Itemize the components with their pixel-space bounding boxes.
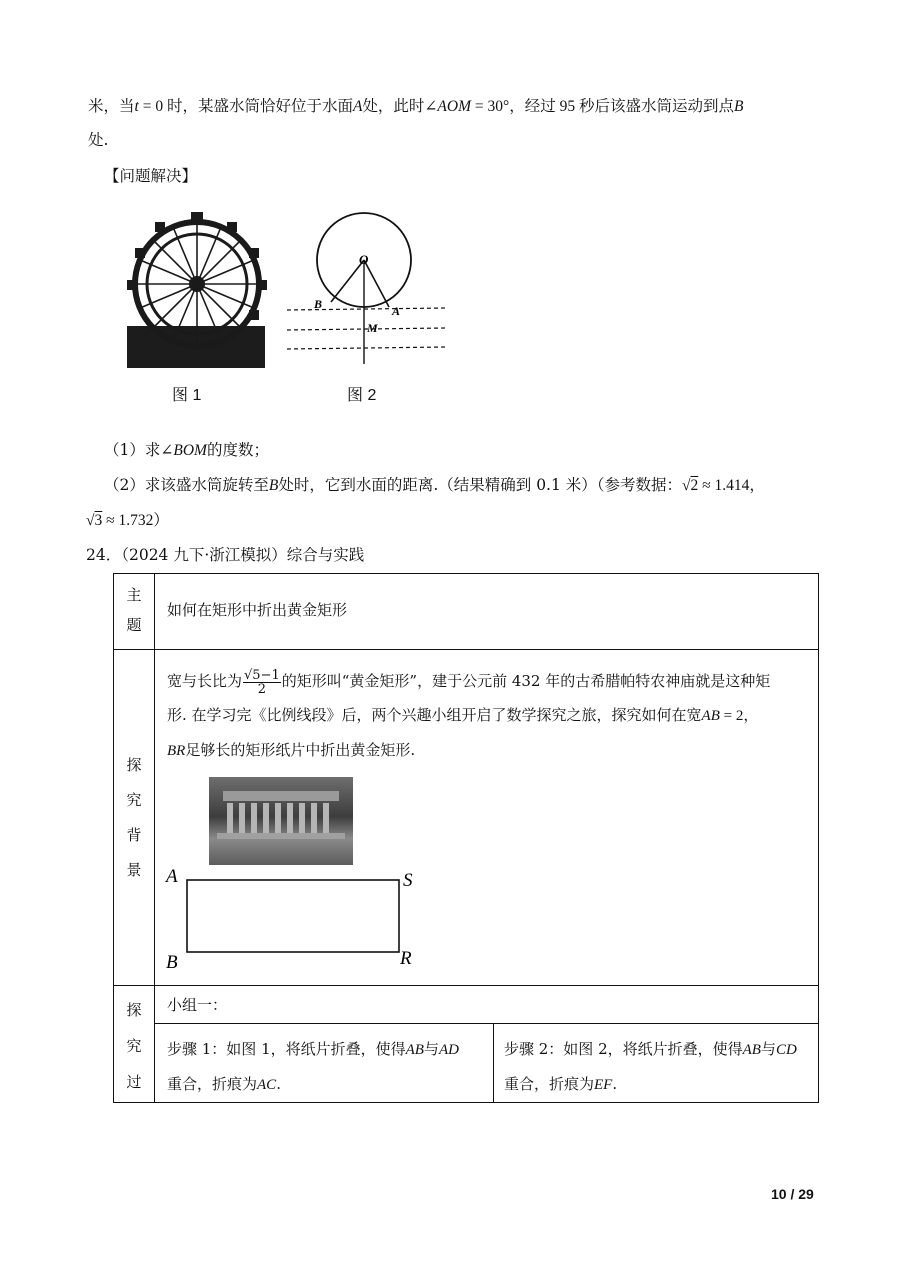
label-B: B xyxy=(314,297,323,311)
rect-label-B: B xyxy=(166,952,178,973)
background-cell: 宽与长比为 $\frac{√5-1}{2}$ 的矩形叫“黄金矩形”，建于公元前 432 年的古希腊帕特农神庙就是这种矩 形. 在学习完《比例线段》后，两个兴趣小组开启了数学探究之旅，探究如何在宽AB = 2， BR足够长的矩形纸片中折出黄金矩形. xyxy=(155,650,819,986)
intro-line-1: 米，当t = 0 时，某盛水筒恰好位于水面A处，此时∠AOM = 30°，经过 95 秒后该盛水筒运动到点B xyxy=(88,97,744,115)
step-1-cell: 步骤 1：如图 1，将纸片折叠，使得AB与AD 重合，折痕为AC. xyxy=(155,1024,494,1103)
figure-2-caption: 图 2 xyxy=(347,387,377,404)
rect-label-R: R xyxy=(400,948,412,969)
question-2-cont: √3 ≈ 1.732） xyxy=(86,512,169,529)
intro-line-2: 处. xyxy=(88,131,109,149)
rect-label-S: S xyxy=(403,870,413,891)
question-1: （1）求∠BOM的度数； xyxy=(104,441,269,459)
row-label-background: 探 究 背 景 xyxy=(114,650,155,986)
parthenon-photo xyxy=(209,777,353,865)
label-M: M xyxy=(367,321,378,335)
row-label-process: 探 究 过 xyxy=(114,986,155,1103)
step-2-cell: 步骤 2：如图 2，将纸片折叠，使得AB与CD 重合，折痕为EF. xyxy=(494,1024,819,1103)
label-A: A xyxy=(392,304,401,318)
rectangle-figure xyxy=(160,864,420,974)
section-heading: 【问题解决】 xyxy=(104,167,198,185)
topic-cell: 如何在矩形中折出黄金矩形 xyxy=(155,574,819,650)
figure-1-caption: 图 1 xyxy=(172,387,202,404)
page-number: 10 / 29 xyxy=(771,1186,814,1202)
label-O: O xyxy=(359,252,369,267)
problem-24-heading: 24．（2024 九下·浙江模拟）综合与实践 xyxy=(86,546,365,564)
row-label-topic: 主 题 xyxy=(114,574,155,650)
ferris-wheel-figure xyxy=(125,208,270,370)
group-one-cell: 小组一： xyxy=(155,986,819,1024)
rect-label-A: A xyxy=(166,866,178,887)
circle-diagram-figure xyxy=(283,212,448,374)
question-2: （2）求该盛水筒旋转至B处时，它到水面的距离.（结果精确到 0.1 米）（参考数据：√2 ≈ 1.414， xyxy=(104,476,765,494)
